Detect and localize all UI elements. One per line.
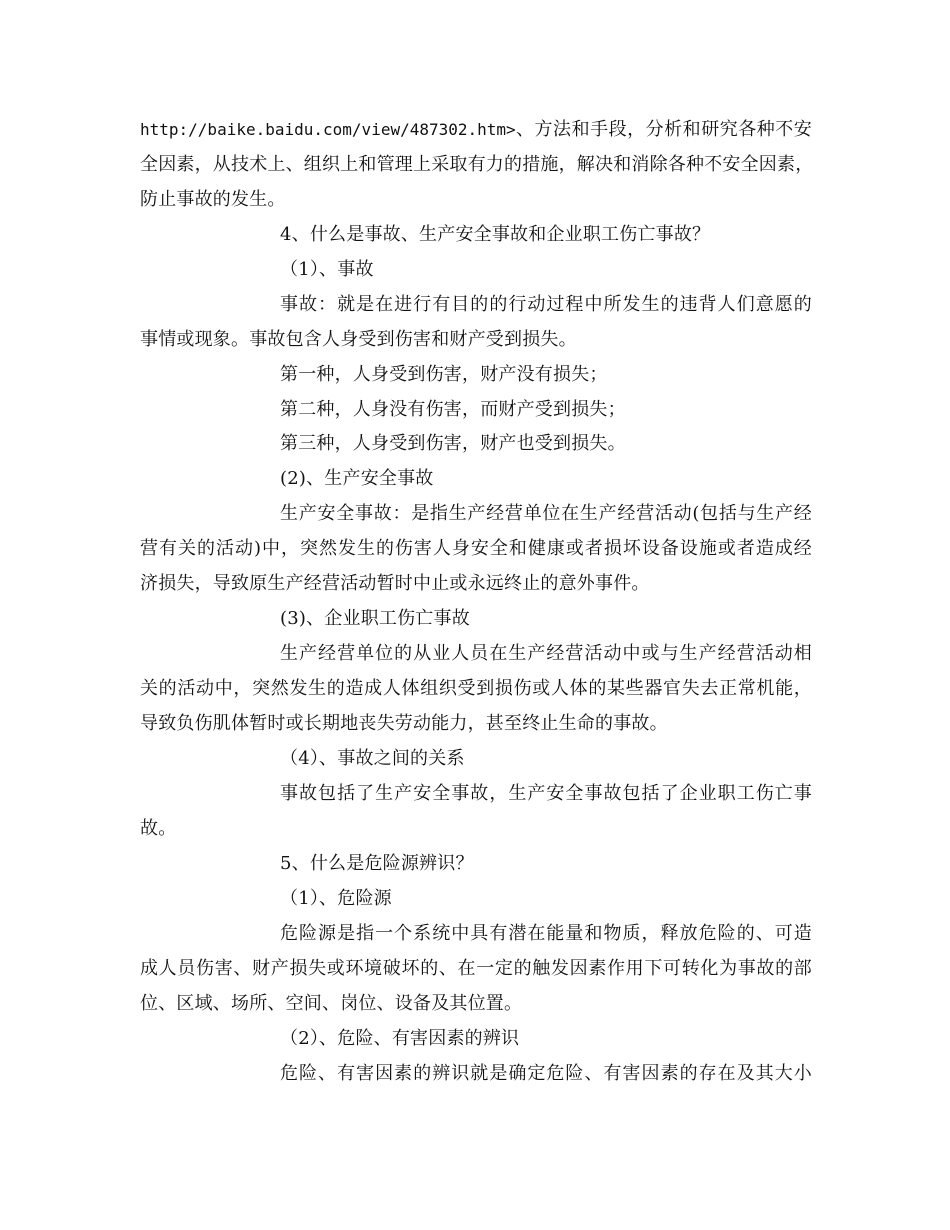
- paragraph-line: 济损失，导致原生产经营活动暂时中止或永远终止的意外事件。: [140, 573, 650, 594]
- subsection-heading: （1）、事故: [280, 259, 374, 280]
- paragraph-line: 位、区域、场所、空间、岗位、设备及其位置。: [140, 993, 523, 1014]
- paragraph-line: 生产经营单位的从业人员在生产经营活动中或与生产经营活动相: [280, 643, 812, 664]
- section-heading: 5、什么是危险源辨识？: [280, 853, 474, 874]
- paragraph-line: 导致负伤肌体暂时或长期地丧失劳动能力，甚至终止生命的事故。: [140, 713, 668, 734]
- paragraph-line: 全因素，从技术上、组织上和管理上采取有力的措施，解决和消除各种不安全因素，: [140, 154, 814, 175]
- paragraph-line: 事故包括了生产安全事故，生产安全事故包括了企业职工伤亡事: [280, 783, 812, 804]
- paragraph-line: 危险源是指一个系统中具有潜在能量和物质，释放危险的、可造: [280, 923, 812, 944]
- subsection-heading: (2)、生产安全事故: [280, 468, 434, 489]
- paragraph-line: 生产安全事故：是指生产经营单位在生产经营活动(包括与生产经: [280, 503, 812, 524]
- paragraph-line: 营有关的活动)中，突然发生的伤害人身安全和健康或者损坏设备设施或者造成经: [140, 538, 812, 559]
- subsection-heading: (3)、企业职工伤亡事故: [280, 608, 470, 629]
- list-item: 第一种，人身受到伤害，财产没有损失；: [280, 364, 608, 385]
- paragraph-line: 成人员伤害、财产损失或环境破坏的、在一定的触发因素作用下可转化为事故的部: [140, 958, 812, 979]
- paragraph-line: 故。: [140, 818, 177, 839]
- reference-link-text: http://baike.baidu.com/view/487302.htm>: [140, 120, 516, 139]
- subsection-heading: （4）、事故之间的关系: [280, 748, 465, 769]
- paragraph-line: 危险、有害因素的辨识就是确定危险、有害因素的存在及其大小: [280, 1063, 812, 1084]
- subsection-heading: （2）、危险、有害因素的辨识: [280, 1028, 520, 1049]
- list-item: 第二种，人身没有伤害，而财产受到损失；: [280, 399, 626, 420]
- paragraph-line: 关的活动中，突然发生的造成人体组织受到损伤或人体的某些器官失去正常机能，: [140, 678, 812, 699]
- section-heading: 4、什么是事故、生产安全事故和企业职工伤亡事故？: [280, 224, 711, 245]
- subsection-heading: （1）、危险源: [280, 888, 392, 909]
- paragraph-line: 防止事故的发生。: [140, 189, 286, 210]
- paragraph-line: 事故：就是在进行有目的的行动过程中所发生的违背人们意愿的: [280, 294, 812, 315]
- list-item: 第三种，人身受到伤害，财产也受到损失。: [280, 433, 626, 454]
- paragraph-line: [140, 118, 812, 142]
- paragraph-line: 事情或现象。事故包含人身受到伤害和财产受到损失。: [140, 329, 577, 350]
- paragraph-text: 、方法和手段，分析和研究各种不安: [515, 119, 812, 140]
